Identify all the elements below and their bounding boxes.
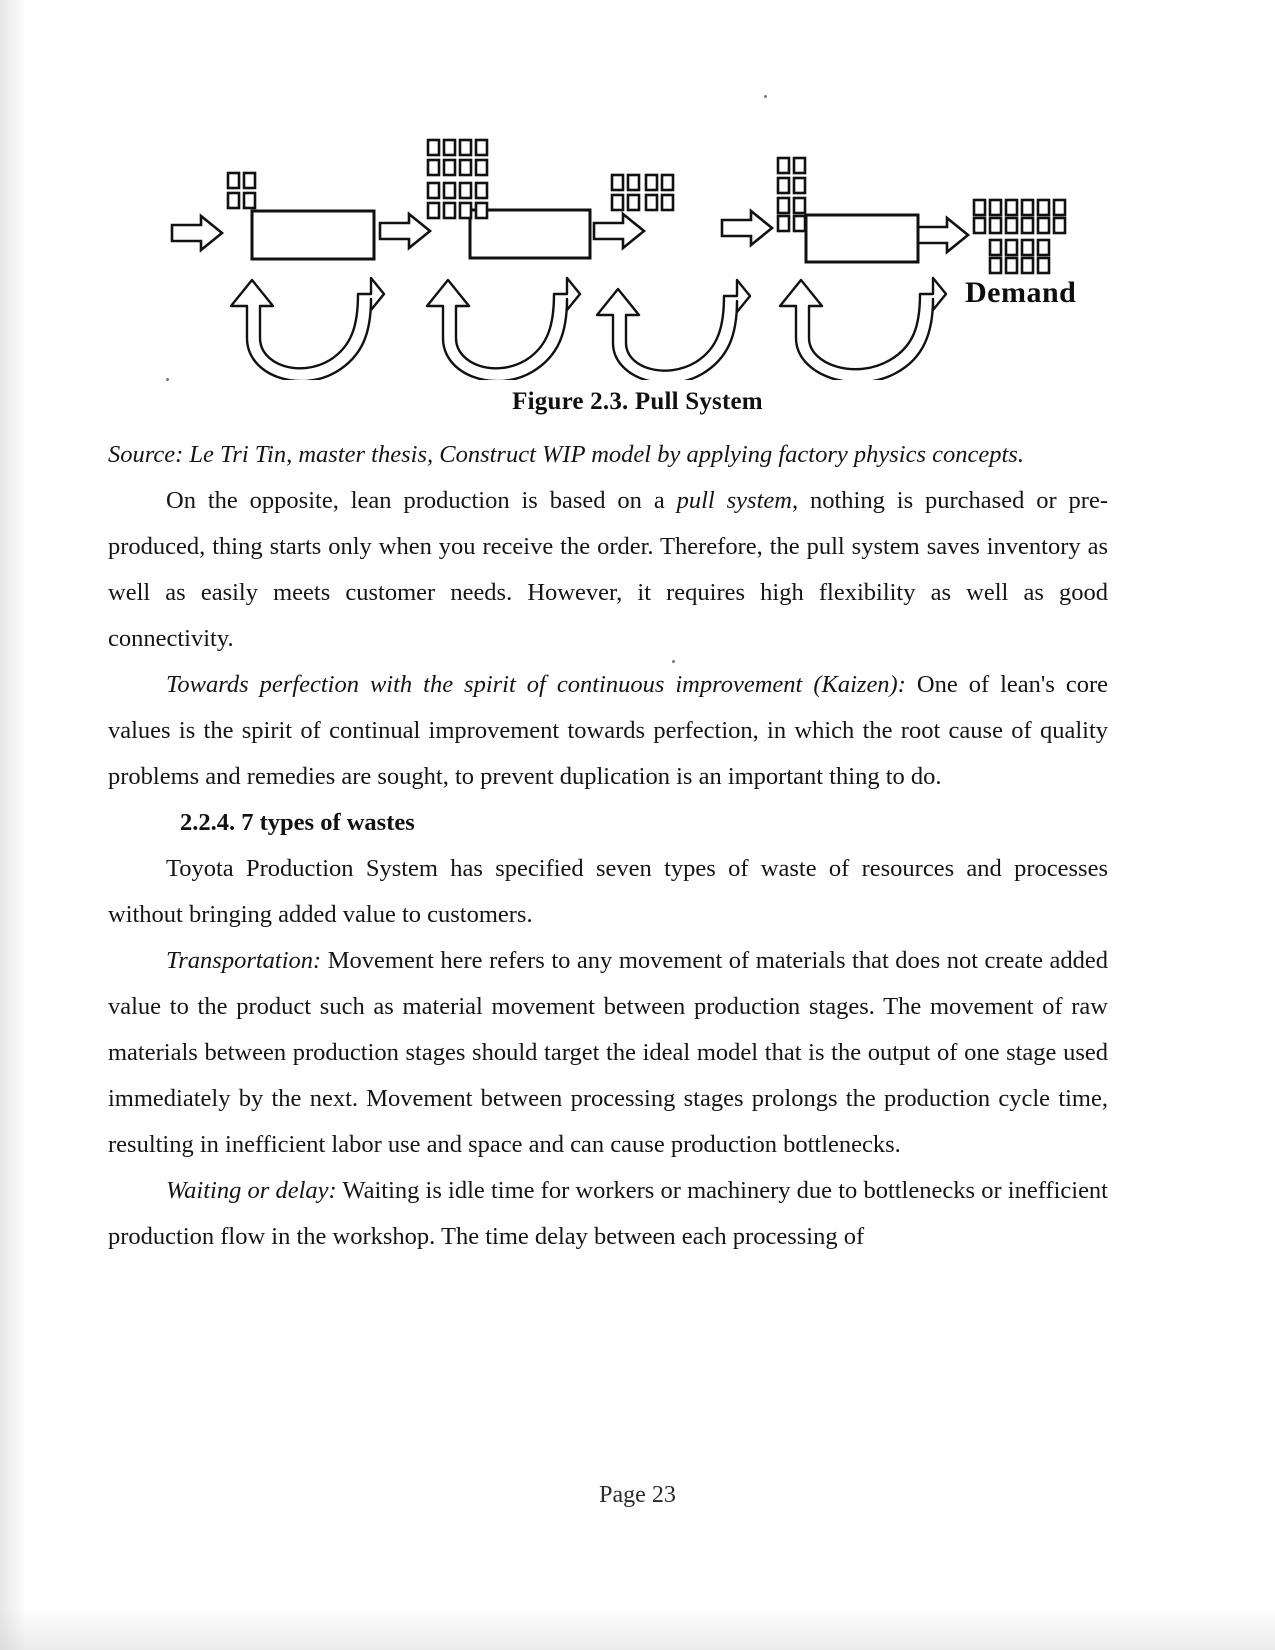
inventory-stack-4 [778, 158, 805, 231]
waiting-text: Waiting is idle time for workers or machinery due to bottlenecks or inefficient production flow in the workshop. The time delay between each processing of [108, 1177, 1108, 1250]
kaizen-emphasis: Towards perfection with the spirit of continuous improvement (Kaizen): [166, 671, 906, 698]
transportation-emphasis: Transportation: [166, 947, 322, 974]
pull-signal-arc-3 [597, 280, 750, 380]
flow-arrow-out [918, 218, 968, 252]
paragraph-pull-system [108, 478, 1108, 662]
figure-pull-system [0, 110, 1275, 380]
process-box-1 [252, 211, 374, 259]
scan-edge-bottom [0, 1610, 1275, 1650]
pull-system-text-post: , nothing is purchased or pre-produced, thing starts only when you receive the order. Therefore, the pull system saves inventory as well as easily meets customer needs. However, it requires high flexibility as well as good connectivity. [108, 487, 1108, 652]
kaizen-text: One of lean's core values is the spirit of continual improvement towards perfection, in which the root cause of quality problems and remedies are sought, to prevent duplication is an important thing to do. [108, 671, 1108, 790]
scan-speck [764, 95, 767, 98]
flow-arrow-1-2 [380, 214, 430, 248]
inventory-stack-1 [228, 173, 255, 208]
pull-signal-arc-2 [427, 278, 580, 380]
inventory-stack-3 [612, 175, 673, 210]
body-text [108, 432, 1108, 1260]
paragraph-transportation [108, 938, 1108, 1168]
process-box-3 [806, 215, 918, 262]
transportation-text: Movement here refers to any movement of materials that does not create added value to the product such as material movement between production stages. The movement of raw materials between production stages should target the ideal model that is the output of one stage used immediately by the next. Movement between processing stages prolongs the production cycle time, resulting in inefficient labor use and space and can cause production bottlenecks. [108, 947, 1108, 1158]
pull-system-text-pre: On the opposite, lean production is based on a [166, 487, 677, 514]
page-number: Page 23 [599, 1482, 676, 1508]
section-heading-wastes: 2.2.4. 7 types of wastes [180, 809, 415, 836]
paragraph-tps: Toyota Production System has specified seven types of waste of resources and processes without bringing added value to customers. [108, 855, 1108, 928]
demand-label: Demand [965, 276, 1077, 309]
flow-arrow-in [172, 216, 222, 250]
demand-stack [974, 200, 1065, 273]
figure-caption: Figure 2.3. Pull System [512, 388, 763, 415]
pull-signal-arc-1 [231, 278, 384, 380]
flow-arrow-2-3 [594, 214, 644, 248]
pull-signal-arc-4 [780, 278, 946, 380]
inventory-stack-2 [428, 140, 487, 218]
waiting-emphasis: Waiting or delay: [166, 1177, 337, 1204]
pull-system-emphasis: pull system [676, 487, 792, 514]
paragraph-waiting [108, 1168, 1108, 1260]
flow-arrow-3-4 [722, 211, 772, 245]
paragraph-kaizen [108, 662, 1108, 800]
source-line: Source: Le Tri Tin, master thesis, Construct WIP model by applying factory physics concepts. [108, 441, 1024, 468]
